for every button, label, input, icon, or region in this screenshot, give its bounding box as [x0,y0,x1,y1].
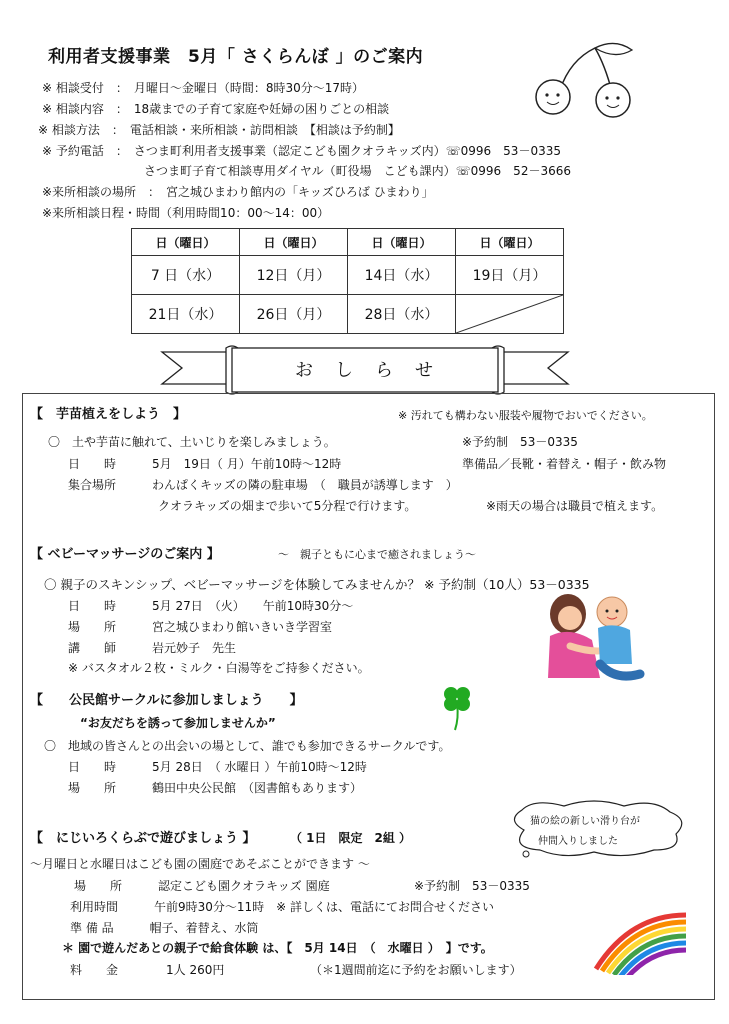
section-imonae-walk: クオラキッズの畑まで歩いて5分程で行けます。 [158,499,417,513]
info-place: ※来所相談の場所 ： 宮之城ひまわり館内の「キッズひろば ひまわり」 [42,185,434,199]
section-circle-title: 【 公民館サークルに参加しましょう 】 [30,693,303,708]
schedule-cell: 14日（水） [348,256,456,295]
section-circle-datetime: 日 時 5月 28日 （ 水曜日 ）午前10時～12時 [68,760,367,774]
rainbow-icon [590,905,690,975]
schedule-cell: 7 日（水） [132,256,240,295]
clover-icon [437,682,477,732]
info-content: ※ 相談内容 ： 18歳までの子育て家庭や妊婦の困りごとの相談 [42,102,390,116]
section-baby-place: 場 所 宮之城ひまわり館いきいき学習室 [68,620,333,634]
section-niji-items: 準 備 品 帽子、着替え、水筒 [70,921,259,935]
schedule-table [131,228,564,334]
section-baby-title: 【 ベビーマッサージのご案内 】 [30,547,220,562]
section-niji-place: 場 所 認定こども園クオラキッズ 園庭 [74,879,330,893]
info-hours: ※来所相談日程・時間（利用時間10：00～14：00） [42,206,330,220]
schedule-cell: 21日（水） [132,295,240,334]
section-baby-teacher: 講 師 岩元妙子 先生 [68,641,237,655]
section-baby-bring: ※ バスタオル２枚・ミルク・白湯等をご持参ください。 [68,661,370,675]
section-baby-datetime: 日 時 5月 27日 （火） 午前10時30分～ [68,599,354,613]
section-niji-title: 【 にじいろくらぶで遊びましょう 】 [30,831,256,846]
section-imonae-line: 〇 土や芋苗に触れて、土いじりを楽しみましょう。 [48,435,336,449]
section-circle-place: 場 所 鶴田中央公民館 （図書館もあります） [68,781,363,795]
schedule-header-cell: 日（曜日） [348,229,456,256]
section-imonae-note: ※ 汚れても構わない服装や履物でおいでください。 [398,409,653,422]
section-imonae-datetime: 日 時 5月 19日（ 月）午前10時～12時 [68,457,342,471]
section-baby-line: 〇 親子のスキンシップ、ベビーマッサージを体験してみませんか？ ※ 予約制（10人）53－0335 [44,577,590,592]
section-niji-intro: ～月曜日と水曜日はこども園の園庭であそぶことができます ～ [30,857,370,871]
speech-bubble-line2: 仲間入りしました [538,836,618,847]
schedule-cell: 19日（月） [456,256,564,295]
schedule-cell: 28日（水） [348,295,456,334]
section-imonae-items: 準備品／長靴・着替え・帽子・飲み物 [462,457,667,471]
mother-baby-illustration [540,586,650,686]
schedule-cell: 12日（月） [240,256,348,295]
schedule-cell-empty [456,295,564,334]
schedule-cell: 26日（月） [240,295,348,334]
info-reception: ※ 相談受付 ： 月曜日～金曜日（時間：8時30分～17時） [42,81,365,95]
info-method: ※ 相談方法 ： 電話相談・来所相談・訪問相談 【相談は予約制】 [38,123,400,137]
section-imonae-meeting: 集合場所 わんぱくキッズの隣の駐車場 （ 職員が誘導します ） [68,478,458,492]
section-niji-limit: （ 1日 限定 2組 ） [290,831,412,845]
page-title: 利用者支援事業 5月「 さくらんぼ 」のご案内 [48,47,424,67]
section-circle-subtitle: “お友だちを誘って参加しませんか” [80,716,276,730]
info-phone1: ※ 予約電話 ： さつま町利用者支援事業（認定こども園クオラキッズ内）☏0996 53－0335 [42,144,561,158]
section-niji-fee: 料 金 1人 260円 [70,963,225,977]
section-niji-time: 利用時間 午前9時30分～11時 ※ 詳しくは、電話にてお問合せください [70,900,495,914]
speech-bubble-line1: 猫の絵の新しい滑り台が [530,816,640,827]
diagonal-line-icon [456,295,563,333]
section-imonae-title: 【 芋苗植えをしよう 】 [30,407,187,422]
schedule-header-cell: 日（曜日） [132,229,240,256]
notice-banner-label: お し ら せ [295,360,435,381]
section-imonae-reserve: ※予約制 53－0335 [462,435,578,449]
schedule-header-cell: 日（曜日） [456,229,564,256]
section-niji-fee-note: （＊1週間前迄に予約をお願いします） [310,963,522,977]
section-circle-line: 〇 地域の皆さんとの出会いの場として、誰でも参加できるサークルです。 [44,739,451,753]
cherry-icon [520,40,640,120]
section-niji-reserve: ※予約制 53－0335 [414,879,530,893]
speech-bubble [504,800,692,860]
section-baby-subtitle: ～ 親子ともに心まで癒されましょう～ [278,548,476,561]
section-imonae-rain: ※雨天の場合は職員で植えます。 [486,499,664,513]
schedule-header-cell: 日（曜日） [240,229,348,256]
info-phone2: さつま町子育て相談専用ダイヤル（町役場 こども課内）☏0996 52－3666 [144,164,571,178]
section-niji-lunch: ＊ 園で遊んだあとの親子で給食体験 は、【 5月 14日 （ 水曜日 ） 】です。 [62,941,493,955]
